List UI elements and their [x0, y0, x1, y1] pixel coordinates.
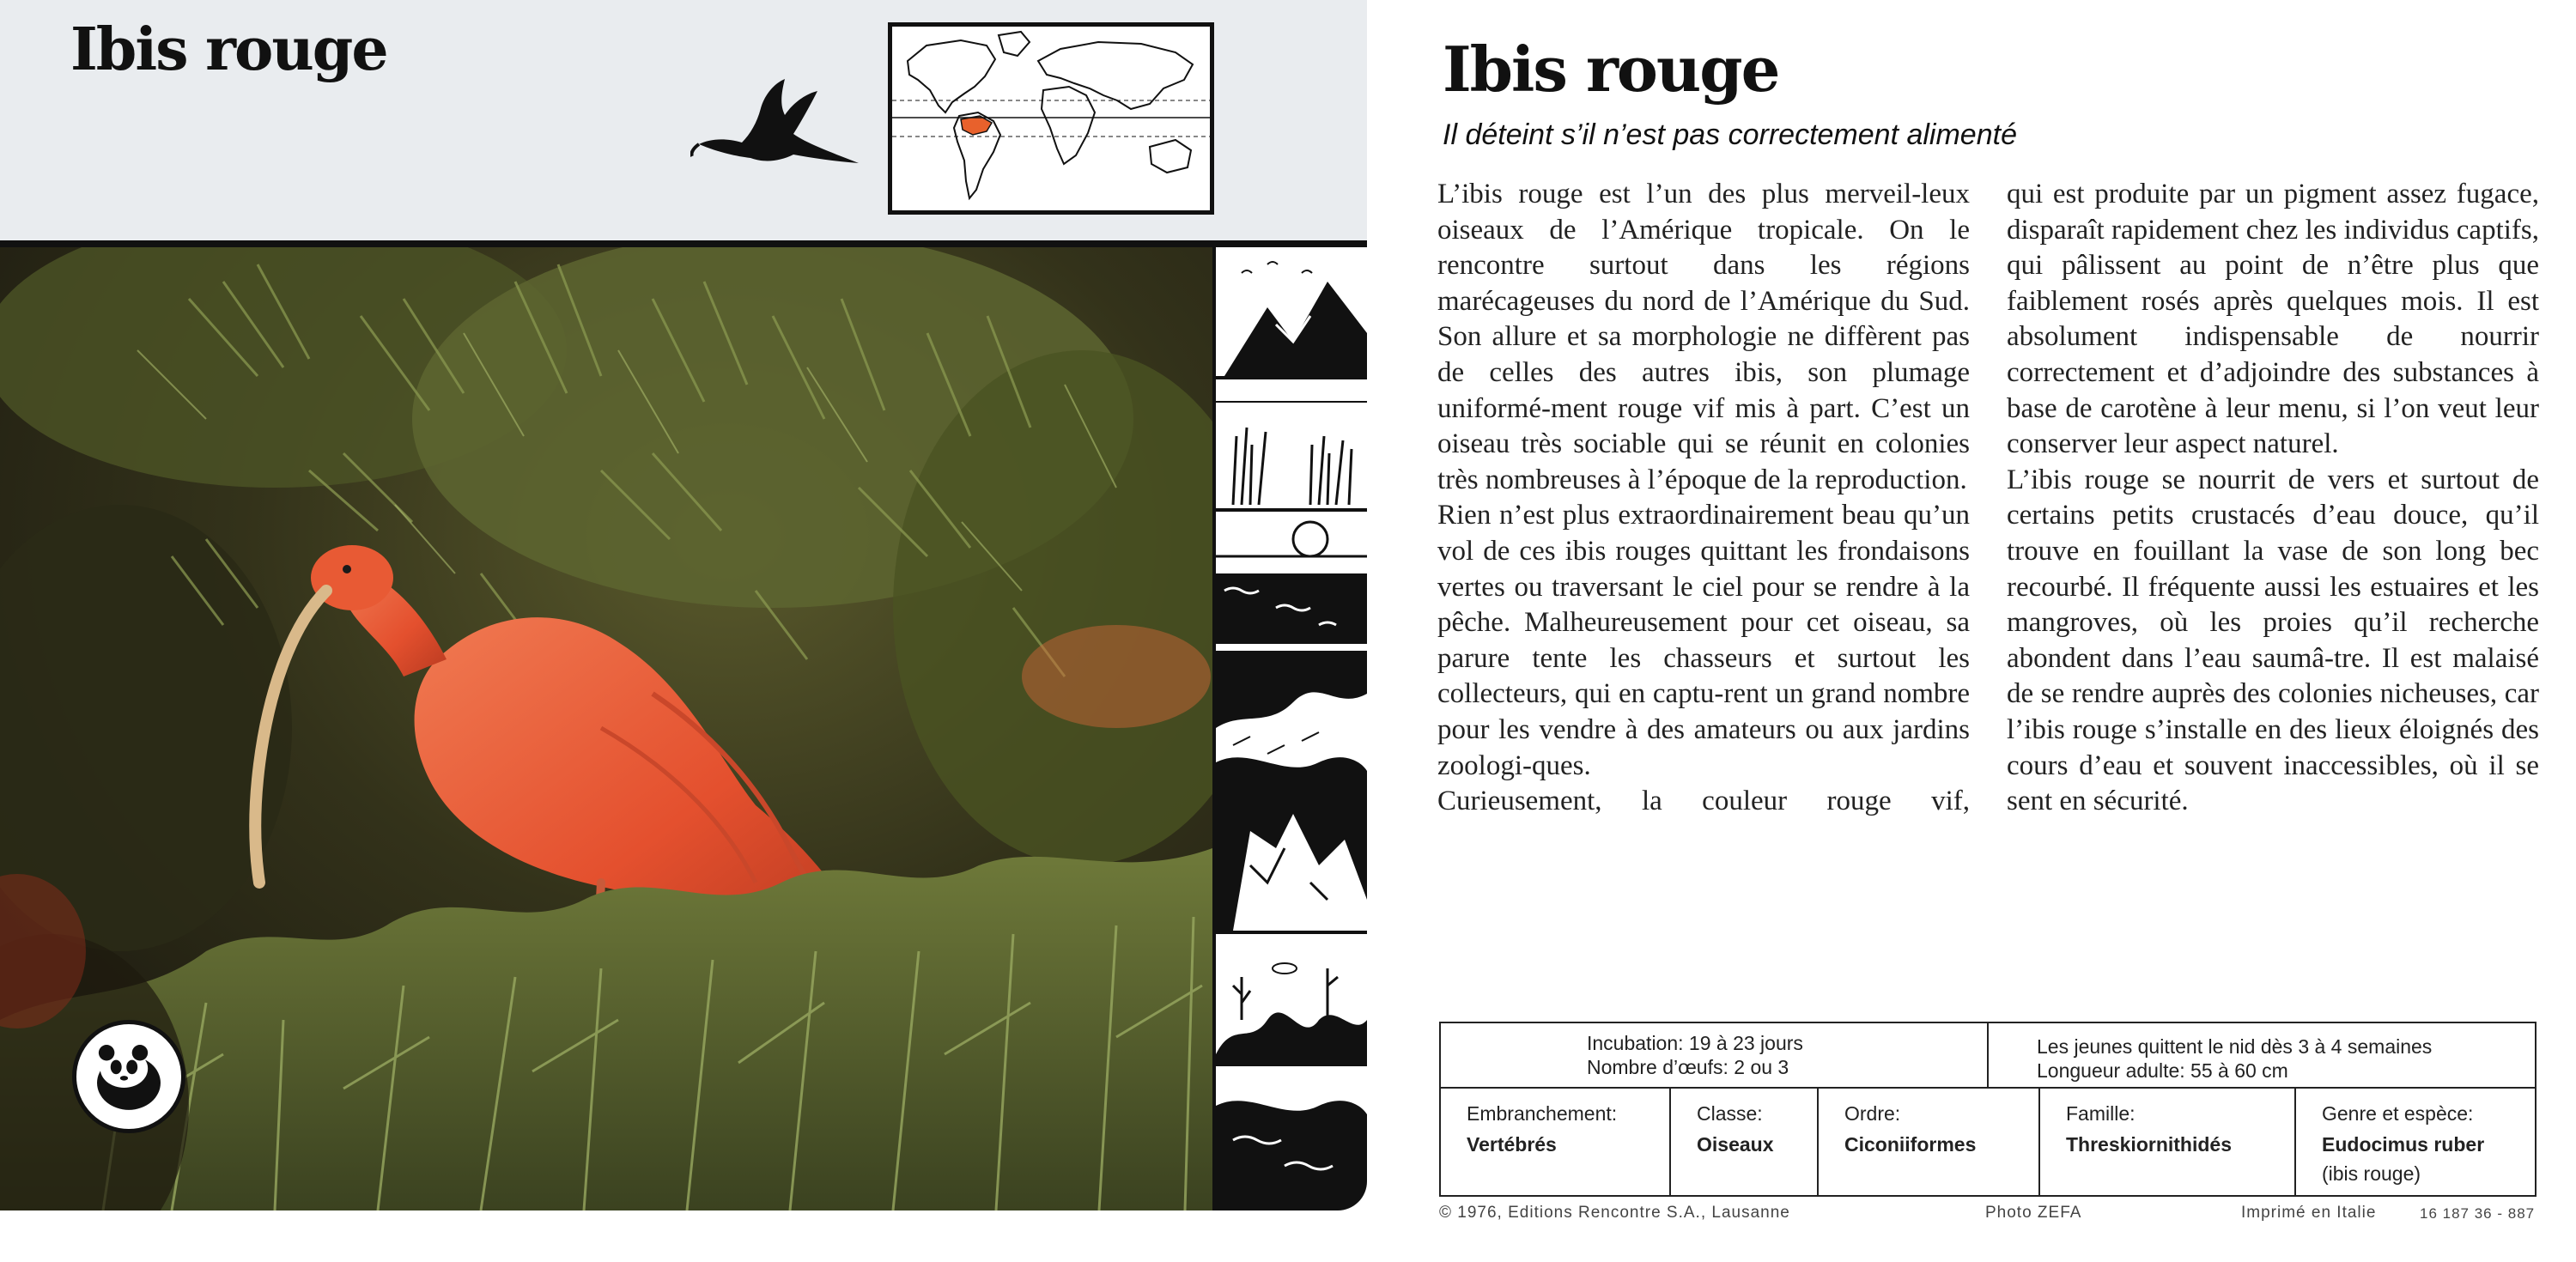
adult-length-text: Longueur adulte: 55 à 60 cm: [2037, 1059, 2288, 1082]
breeding-facts-cell: [1441, 1023, 1989, 1089]
cliff-habitat-icon: [1216, 802, 1367, 931]
taxonomy-label: Genre et espèce:: [2322, 1102, 2474, 1125]
underwater-habitat-icon: [1216, 934, 1367, 1063]
mountain-habitat-icon: [1216, 247, 1367, 376]
taxonomy-family-cell: [2040, 1089, 2296, 1197]
taxonomy-value: Threskiornithidés: [2066, 1133, 2232, 1156]
facts-table: [1439, 1022, 2537, 1197]
taxonomy-common-name: (ibis rouge): [2322, 1162, 2421, 1185]
taxonomy-value: Vertébrés: [1467, 1133, 1557, 1156]
paragraph: L’ibis rouge se nourrit de vers et surtout de certains petits crustacés d’eau douce, qu’il trouve en fouillant la vase de son long bec recourbé. Il fréquente aussi les estuaires et les mangroves, où les proies qu’il recherche abondent dans l’eau saumâ-tre. Il est malaisé de se rendre auprès des colonies nicheuses, car l’ibis rouge s’installe en des lieux éloignés des cours d’eau et souvent inaccessibles, où il se sent en sécurité.: [2007, 464, 2539, 817]
print-location: Imprimé en Italie: [2241, 1204, 2377, 1222]
taxonomy-label: Embranchement:: [1467, 1102, 1618, 1125]
fledging-text: Les jeunes quittent le nid dès 3 à 4 semaines: [2037, 1035, 2433, 1058]
paragraph: qui est produite par un pigment assez fugace, disparaît rapidement chez les individus captifs, qui pâlissent au point de n’être plus que faiblement rosés après quelques mois. Il est absolument indispensable de nourrir correctement et d’adjoindre des substances à base de carotène à leur menu, si l’on veut leur conserver leur aspect naturel.: [2007, 179, 2539, 460]
taxonomy-species-cell: [2296, 1089, 2535, 1197]
front-header: [0, 0, 1367, 240]
paragraph: Curieusement, la couleur rouge vif,: [1437, 786, 1970, 817]
header-divider: [0, 240, 1367, 247]
taxonomy-value: Eudocimus ruber: [2322, 1133, 2485, 1156]
copyright-text: © 1976, Editions Rencontre S.A., Lausanne: [1439, 1204, 1790, 1222]
text-column-left: [1437, 177, 1970, 820]
panda-logo-icon: [72, 1020, 185, 1133]
taxonomy-value: Ciconiiformes: [1844, 1133, 1977, 1156]
back-card: [1374, 0, 2576, 1262]
sea-habitat-icon: [1216, 512, 1367, 640]
photo-credit: Photo ZEFA: [1985, 1204, 2082, 1222]
distribution-world-map: [888, 22, 1214, 215]
back-title: Ibis rouge: [1443, 33, 1779, 106]
egg-count-text: Nombre d’œufs: 2 ou 3: [1587, 1056, 1789, 1078]
paragraph: L’ibis rouge est l’un des plus merveil-leux oiseaux de l’Amérique tropicale. On le rencontre surtout dans les régions marécageuses du nord de l’Amérique du Sud. Son allure et sa morphologie ne diffèrent pas de celles des autres ibis, son plumage uniformé-ment rouge vif mis à part. C’est un oiseau très sociable qui se réunit en colonies très nombreuses à l’époque de la reproduction.: [1437, 179, 1970, 495]
deep-water-habitat-icon: [1216, 1066, 1367, 1210]
taxonomy-label: Classe:: [1697, 1102, 1763, 1125]
footer: [1439, 1204, 2537, 1229]
marsh-habitat-icon: [1216, 379, 1367, 508]
text-column-right: [2007, 177, 2539, 820]
taxonomy-class-cell: [1671, 1089, 1819, 1197]
front-title: Ibis rouge: [70, 15, 387, 84]
taxonomy-row: [1441, 1089, 2535, 1197]
paragraph: Rien n’est plus extraordinairement beau qu’un vol de ces ibis rouges quittant les frondaisons vertes ou traversant le ciel pour se rendre à la pêche. Malheureusement pour cet oiseau, sa parure tente les chasseurs et surtout les collecteurs, qui en captu-rent un grand nombre pour les vendre à des amateurs ou aux jardins zoologi-ques.: [1437, 500, 1970, 781]
taxonomy-value: Oiseaux: [1697, 1133, 1774, 1156]
facts-top-row: [1441, 1023, 2535, 1089]
taxonomy-phylum-cell: [1441, 1089, 1671, 1197]
flying-ibis-silhouette-icon: [690, 74, 862, 194]
back-subtitle: Il déteint s’il n’est pas correctement alimenté: [1443, 118, 2017, 151]
incubation-text: Incubation: 19 à 23 jours: [1587, 1032, 1803, 1054]
habitat-icons-strip: [1212, 247, 1367, 1210]
taxonomy-label: Famille:: [2066, 1102, 2136, 1125]
card-code: 16 187 36 - 887: [2420, 1205, 2536, 1222]
taxonomy-label: Ordre:: [1844, 1102, 1901, 1125]
coast-habitat-icon: [1216, 644, 1367, 798]
taxonomy-order-cell: [1819, 1089, 2040, 1197]
